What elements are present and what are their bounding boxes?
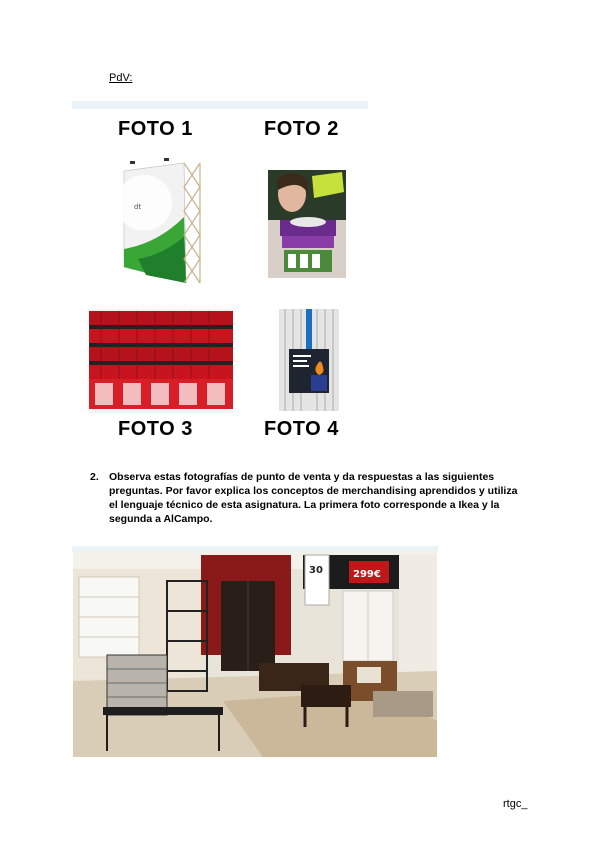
foto-2-image xyxy=(268,170,346,278)
ikea-price-tag-1: 30 xyxy=(309,565,323,576)
foto-4-label: FOTO 4 xyxy=(264,418,339,440)
svg-text:dt: dt xyxy=(134,203,142,211)
question-text: Observa estas fotografías de punto de venta y da respuestas a las siguientes preguntas. Por favor explica los conceptos de merchandising aprendidos y utiliza el lenguaje técnico de esta asignatura. La primera foto corresponde a Ikea y la segunda a AlCampo. xyxy=(109,471,518,525)
foto-1-label: FOTO 1 xyxy=(118,118,193,140)
ikea-price-tag-2: 299€ xyxy=(353,569,381,580)
foto-4-image xyxy=(279,309,339,411)
footer-text: rtgc_ xyxy=(503,798,528,810)
foto-3-label: FOTO 3 xyxy=(118,418,193,440)
ikea-store-image xyxy=(73,551,437,757)
header-band xyxy=(72,101,368,109)
foto-2-label: FOTO 2 xyxy=(264,118,339,140)
foto-1-image xyxy=(118,157,208,289)
foto-3-image xyxy=(89,309,233,413)
pdv-label: PdV: xyxy=(109,72,133,84)
question-number: 2. xyxy=(90,471,99,483)
